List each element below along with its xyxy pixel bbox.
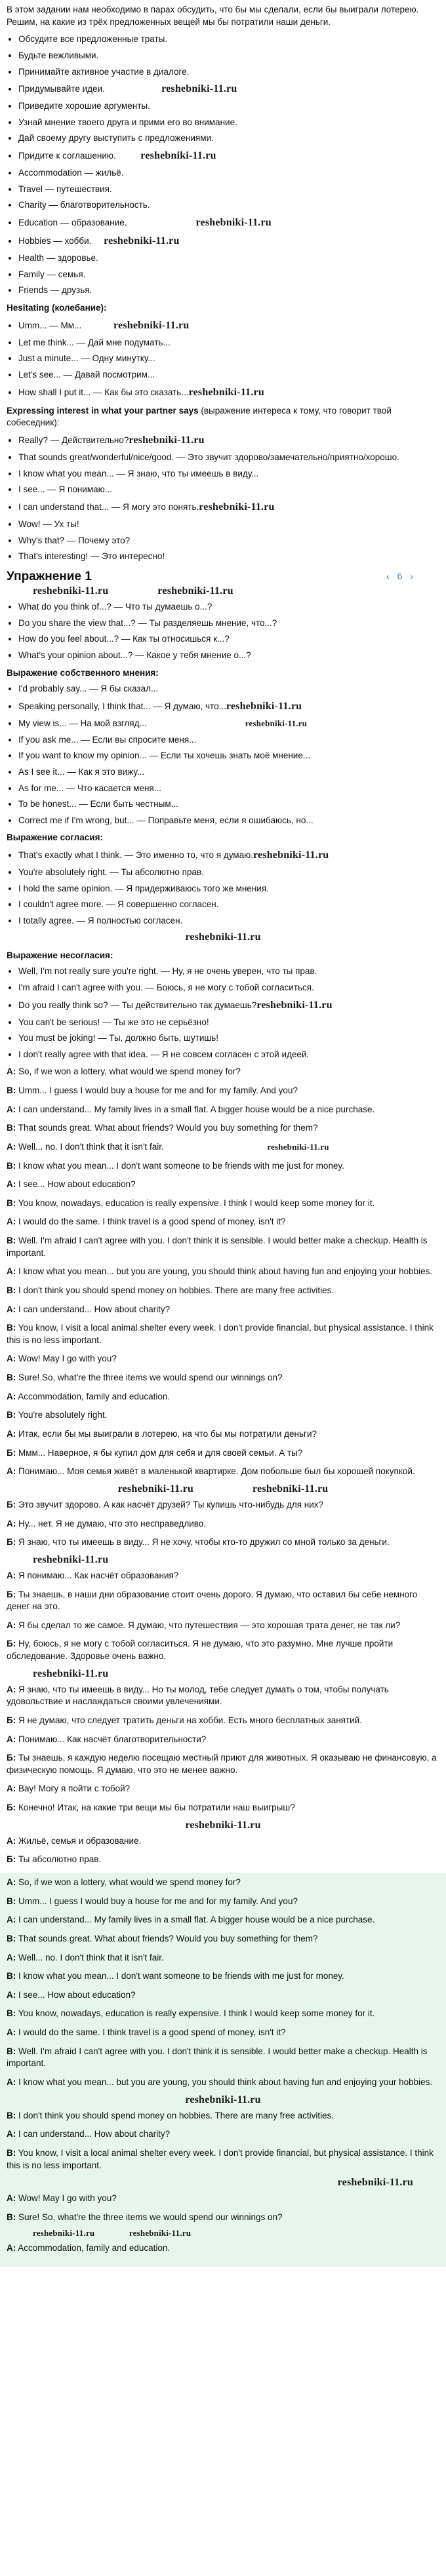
dialog-line: A: I see... How about education? [7,1989,136,2000]
section-title-own-opinion: Выражение собственного мнения: [7,667,159,678]
watermark: reshebniki-11.ru [188,386,264,398]
dialog-line: А: Я знаю, что ты имеешь в виду... Но ты молод, тебе следует думать о том, чтобы получать удовольствие и наслаждаться своими увлечениями. [7,1684,389,1707]
interest-list [7,433,439,563]
dialog-line: Б: Конечно! Итак, на какие три вещи мы бы потратили наш выигрыш? [7,1803,295,1813]
list-item: • Accommodation — жильё. [18,167,439,180]
list-item: • If you ask me... — Если вы спросите меня... [18,734,439,747]
dialog-line: Б: Ммм... Наверное, я бы купил дом для себя и для своей семьи. А ты? [7,1447,303,1458]
watermark-row [7,930,439,945]
own-opinion-list [7,683,439,827]
dialog-line: Б: Ты знаешь, я каждую неделю посещаю местный приют для животных. Я оказываю не финансовую, а физическую помощь. Я думаю, что это не менее важно. [7,1753,437,1775]
watermark: reshebniki-11.ru [226,700,302,712]
list-item: • Wow! — Ух ты! [18,518,439,531]
watermark-row [7,2093,439,2107]
watermark-row [7,2227,439,2240]
dialog-line: A: I know what you mean... but you are young, you should think about having fun and enjoying your hobbies. [7,1266,433,1277]
watermark: reshebniki-11.ru [185,931,261,943]
section-title-disagreement: Выражение несогласия: [7,950,113,960]
answer-block [0,1873,446,2267]
dialog-line: A: I can understand... My family lives in a small flat. A bigger house would be a nice purchase. [7,1104,375,1114]
exercise-header [7,568,439,585]
dialog-line: B: I know what you mean... I don't want someone to be friends with me just for money. [7,1971,344,1981]
list-item: • I hold the same opinion. — Я придерживаюсь того же мнения. [18,883,439,895]
list-item: • Let's see... — Давай посмотрим... [18,369,439,381]
dialog-line: A: So, if we won a lottery, what would we spend money for? [7,1877,241,1888]
list-item: • That's interesting! — Это интересно! [18,551,439,563]
dialog-line: A: Accommodation, family and education. [7,1391,171,1401]
watermark: reshebniki-11.ru [117,1483,193,1494]
prev-page-button[interactable]: ‹ [386,571,390,582]
dialog-line: B: I know what you mean... I don't want someone to be friends with me just for money. [7,1160,344,1171]
watermark: reshebniki-11.ru [195,217,272,229]
dialog-line: A: Wow! May I go with you? [7,2193,117,2204]
watermark: reshebniki-11.ru [129,434,205,446]
list-item: • What's your opinion about...? — Какое у тебя мнение о...? [18,650,439,662]
dialog-line: А: Вау! Могу я пойти с тобой? [7,1784,131,1794]
dialog-line: A: I would do the same. I think travel is a good spend of money, isn't it? [7,2027,286,2038]
section-title-interest: Expressing interest in what your partner says (выражение интереса к тому, что говорит твой собеседник): [7,405,392,428]
list-item: • Hobbies — хобби. reshebniki-11.ru [18,234,439,248]
list-item: • That's exactly what I think. — Это именно то, что я думаю.reshebniki-11.ru [18,848,439,863]
list-item: • As for me... — Что касается меня... [18,783,439,795]
dialog-line: А: Понимаю... Моя семья живёт в маленькой квартирке. Дом побольше был бы хорошей покупкой. [7,1466,415,1477]
dialog-line: А: Итак, если бы мы выиграли в лотерею, на что бы мы потратили деньги? [7,1428,317,1439]
dialog-line: Б: Я знаю, что ты имеешь в виду... Я не хочу, чтобы кто-то дружил со мной только за деньги. [7,1537,390,1548]
list-item: • I see... — Я понимаю... [18,484,439,496]
list-item: • Education — образование. reshebniki-11.ru [18,216,439,230]
watermark-row [7,1482,439,1496]
dialog-line: B: You know, nowadays, education is really expensive. I think I would keep some money for it. [7,1198,375,1208]
list-item: • How do you feel about...? — Как ты относишься к...? [18,633,439,646]
list-item: • Обсудите все предложенные траты. [18,33,439,46]
dialog-line: A: Well... no. I don't think that it isn't fair. [7,1952,164,1962]
list-item: • Будьте вежливыми. [18,50,439,62]
list-item: • To be honest... — Если быть честным... [18,798,439,811]
watermark: reshebniki-11.ru [337,2177,413,2189]
dialog-line: A: I see... How about education? [7,1179,136,1190]
dialog-line: A: I can understand... My family lives in a small flat. A bigger house would be a nice purchase. [7,1915,375,1925]
list-item: • I'd probably say... — Я бы сказал... [18,683,439,695]
watermark: reshebniki-11.ru [161,83,237,95]
watermark-row [7,1553,439,1567]
exercise-pager [386,570,439,583]
dialog-line: B: You know, nowadays, education is really expensive. I think I would keep some money for it. [7,2008,375,2019]
dialog-line: Б: Ну, боюсь, я не могу с тобой согласиться. Я не думаю, что это разумно. Мне лучше пройти обследование. Здоровье очень важно. [7,1639,394,1662]
list-item: • Let me think... — Дай мне подумать... [18,337,439,349]
dialog-line: Б: Это звучит здорово. А как насчёт друзей? Ты купишь что-нибудь для них? [7,1499,324,1510]
dialog-line: А: Я понимаю... Как насчёт образования? [7,1570,179,1580]
dialog-line: B: You know, I visit a local animal shelter every week. I don't provide financial, but physical assistance. I think this is no less important. [7,2147,434,2170]
next-page-button[interactable]: › [410,571,413,582]
dialog-line: B: Sure! So, what're the three items we would spend our winnings on? [7,1373,283,1383]
dialog-line: B: I don't think you should spend money on hobbies. There are many free activities. [7,1285,334,1295]
dialog-line: Б: Я не думаю, что следует тратить деньги на хобби. Есть много бесплатных занятий. [7,1715,362,1725]
dialog-line: B: Umm... I guess I would buy a house for me and for my family. And you? [7,1085,298,1096]
list-item: • That sounds great/wonderful/nice/good. — Это звучит здорово/замечательно/приятно/хорошо. [18,452,439,464]
watermark: reshebniki-11.ru [33,2228,95,2238]
asking-list [7,601,439,662]
list-item: • I totally agree. — Я полностью согласен. [18,915,439,927]
watermark: reshebniki-11.ru [129,2228,192,2238]
dialog-line: А: Ну... нет. Я не думаю, что это несправедливо. [7,1518,207,1529]
list-item: • Travel — путешествия. [18,184,439,196]
dialog-line: B: That sounds great. What about friends? Would you buy something for them? [7,1123,318,1133]
dialog-line: B: That sounds great. What about friends? Would you buy something for them? [7,1933,318,1943]
list-item: • Umm... — Мм... reshebniki-11.ru [18,319,439,333]
section-title-agreement: Выражение согласия: [7,832,103,843]
watermark: reshebniki-11.ru [33,585,109,597]
dialog-line: B: Well. I'm afraid I can't agree with you. I don't think it is sensible. I would better make a checkup. Health is important. [7,1236,428,1258]
dialog-line: B: Umm... I guess I would buy a house for me and for my family. And you? [7,1896,298,1906]
dialog-line: А: Я бы сделал то же самое. Я думаю, что путешествия — это хорошая трата денег, не так ли? [7,1620,401,1630]
watermark-row [7,1667,439,1681]
list-item: • I know what you mean... — Я знаю, что ты имеешь в виду... [18,468,439,480]
dialog-line: А: Понимаю... Как насчёт благотворительности? [7,1734,207,1744]
list-item: • Узнай мнение твоего друга и прими его во внимание. [18,117,439,129]
list-item: • I couldn't agree more. — Я совершенно согласен. [18,899,439,911]
list-item: • You're absolutely right. — Ты абсолютно прав. [18,867,439,879]
watermark: reshebniki-11.ru [256,999,333,1011]
list-item: • I'm afraid I can't agree with you. — Боюсь, я не могу с тобой согласиться. [18,982,439,994]
watermark: reshebniki-11.ru [199,501,275,513]
list-item: • You must be joking! — Ты, должно быть, шутишь! [18,1032,439,1045]
list-item: • Speaking personally, I think that... — Я думаю, что...reshebniki-11.ru [18,699,439,714]
watermark: reshebniki-11.ru [185,1819,261,1831]
list-item: • What do you think of...? — Что ты думаешь о...? [18,601,439,614]
dialog-line: A: Well... no. I don't think that it isn't fair. reshebniki-11.ru [7,1141,329,1152]
intro-paragraph: В этом задании нам необходимо в парах обсудить, что бы мы сделали, если бы выиграли лотерею. Решим, на какие из трёх предложенных вещей мы бы потратили наши деньги. [7,5,419,27]
dialog-line: Б: Ты абсолютно прав. [7,1854,102,1865]
dialog-line: A: I know what you mean... but you are young, you should think about having fun and enjoying your hobbies. [7,2077,433,2087]
watermark: reshebniki-11.ru [253,1483,329,1494]
list-item: • Приведите хорошие аргументы. [18,100,439,113]
dialog-line: А: Жильё, семья и образование. [7,1835,142,1846]
watermark: reshebniki-11.ru [253,849,329,861]
list-item: • How shall I put it... — Как бы это сказать...reshebniki-11.ru [18,385,439,400]
list-item: • Do you really think so? — Ты действительно так думаешь?reshebniki-11.ru [18,998,439,1013]
list-item: • I don't really agree with that idea. — Я не совсем согласен с этой идеей. [18,1049,439,1061]
watermark: reshebniki-11.ru [104,235,180,247]
dialog-line: B: You're absolutely right. [7,1410,108,1420]
list-item: • Health — здоровье. [18,252,439,265]
list-item: • Friends — друзья. [18,284,439,297]
page-number: 6 [397,571,403,582]
watermark-row [7,1818,439,1833]
list-item: • As I see it... — Как я это вижу... [18,766,439,779]
dialog-line: A: I can understand... How about charity? [7,2129,171,2139]
dialog-line: B: Well. I'm afraid I can't agree with you. I don't think it is sensible. I would better make a checkup. Health is important. [7,2046,428,2069]
dialog-line: B: You know, I visit a local animal shelter every week. I don't provide financial, but physical assistance. I think this is no less important. [7,1323,434,1345]
dialog-line: A: Accommodation, family and education. [7,2243,171,2254]
list-item: • Just a minute... — Одну минутку... [18,353,439,365]
agreement-list [7,848,439,927]
list-item: • My view is... — На мой взгляд... reshebniki-11.ru [18,718,439,730]
dialog-line: Б: Ты знаешь, в наши дни образование стоит очень дорого. Я думаю, что оставил бы себе немного денег на это. [7,1589,418,1612]
list-item: • Do you share the view that...? — Ты разделяешь мнение, что...? [18,617,439,630]
list-item: • Принимайте активное участие в диалоге. [18,66,439,79]
watermark: reshebniki-11.ru [157,585,233,597]
dialog-line: A: So, if we won a lottery, what would we spend money for? [7,1066,241,1077]
list-item: • Дай своему другу выступить с предложениями. [18,132,439,145]
watermark: reshebniki-11.ru [140,150,216,162]
watermark-row [7,2176,439,2190]
dialog-line: B: Sure! So, what're the three items we would spend our winnings on? [7,2212,283,2222]
watermark-row [7,584,439,598]
list-item: • Придите к соглашению. reshebniki-11.ru [18,149,439,163]
watermark: reshebniki-11.ru [185,2094,261,2105]
dialog-english [7,1066,439,1422]
watermark: reshebniki-11.ru [33,1668,109,1679]
tips-list [7,33,439,297]
list-item: • You can't be serious! — Ты же это не серьёзно! [18,1017,439,1029]
watermark: reshebniki-11.ru [33,1553,109,1565]
dialog-russian [7,1428,439,1866]
list-item: • Correct me if I'm wrong, but... — Поправьте меня, если я ошибаюсь, но... [18,815,439,827]
exercise-title: Упражнение 1 [7,569,92,583]
dialog-line: A: I would do the same. I think travel is a good spend of money, isn't it? [7,1217,286,1227]
disagreement-list [7,966,439,1061]
watermark: reshebniki-11.ru [267,1141,329,1152]
list-item: • Really? — Действительно?reshebniki-11.ru [18,433,439,448]
watermark: reshebniki-11.ru [113,319,190,331]
list-item: • Charity — благотворительность. [18,199,439,212]
watermark: reshebniki-11.ru [245,718,308,728]
list-item: • I can understand that... — Я могу это понять.reshebniki-11.ru [18,500,439,515]
dialog-line: B: I don't think you should spend money on hobbies. There are many free activities. [7,2110,334,2120]
section-title-hesitating: Hesitating (колебание): [7,303,107,313]
hesitating-list [7,319,439,400]
list-item: • Family — семья. [18,269,439,281]
list-item: • If you want to know my opinion... — Если ты хочешь знать моё мнение... [18,750,439,762]
list-item: • Why's that? — Почему это? [18,535,439,547]
list-item: • Придумывайте идеи. reshebniki-11.ru [18,82,439,96]
dialog-line: A: Wow! May I go with you? [7,1354,117,1364]
dialog-line: A: I can understand... How about charity? [7,1304,171,1314]
list-item: • Well, I'm not really sure you're right. — Ну, я не очень уверен, что ты прав. [18,966,439,978]
